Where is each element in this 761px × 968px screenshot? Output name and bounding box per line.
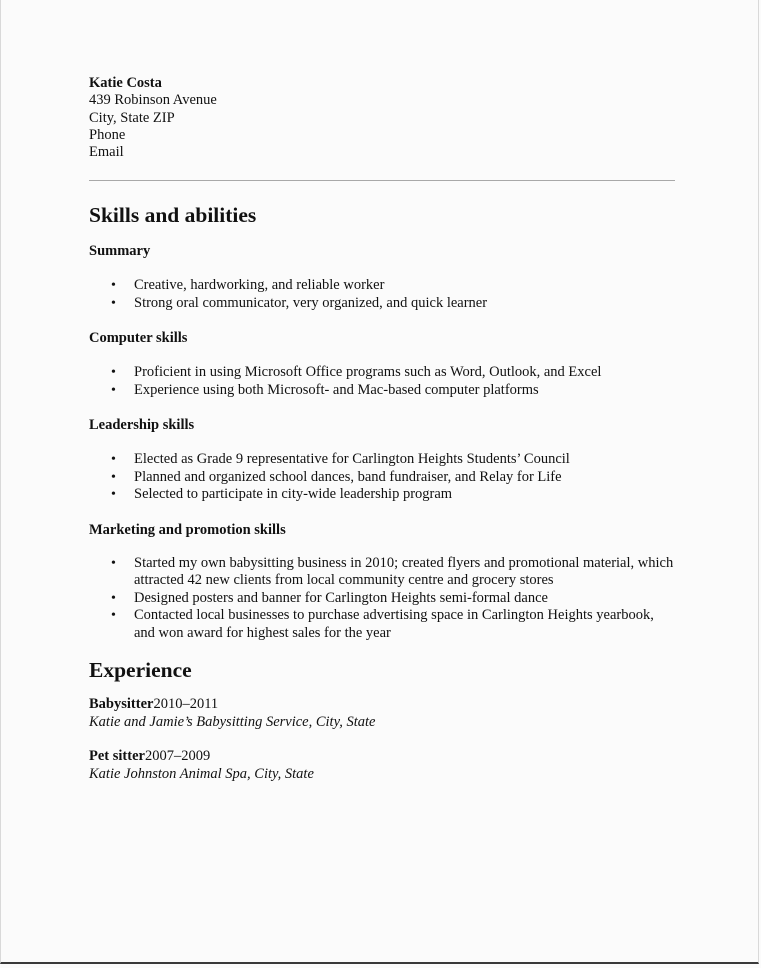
job-title-line	[89, 696, 675, 714]
skill-list	[89, 364, 675, 399]
skill-group-title: Marketing and promotion skills	[89, 521, 286, 538]
list-item: • Planned and organized school dances, band fundraiser, and Relay for Life	[89, 469, 675, 487]
contact-address: 439 Robinson Avenue	[89, 92, 217, 109]
list-item: • Started my own babysitting business in 2010; created flyers and promotional material, which attracted 42 new clients from local community centre and grocery stores	[89, 555, 675, 590]
skill-group-title: Leadership skills	[89, 417, 195, 434]
contact-block	[89, 75, 675, 161]
list-item: • Selected to participate in city-wide leadership program	[89, 486, 675, 504]
skill-group-summary	[89, 242, 675, 312]
divider-rule	[89, 180, 675, 181]
job-role: Babysitter	[89, 696, 154, 713]
list-item: • Contacted local businesses to purchase advertising space in Carlington Heights yearbook, and won award for highest sales for the year	[89, 607, 675, 642]
contact-city: City, State ZIP	[89, 109, 175, 126]
skill-list	[89, 451, 675, 504]
job-dates: 2007–2009	[144, 748, 211, 765]
job-dates: 2010–2011	[153, 696, 219, 713]
skills-section	[89, 202, 675, 642]
job-entry	[89, 748, 675, 783]
list-item: • Creative, hardworking, and reliable worker	[89, 277, 675, 295]
skill-group-title: Computer skills	[89, 330, 188, 347]
list-item: • Elected as Grade 9 representative for Carlington Heights Students’ Council	[89, 451, 675, 469]
job-entry	[89, 696, 675, 731]
skill-group-leadership	[89, 416, 675, 504]
skill-group-title: Summary	[89, 243, 151, 260]
skill-list	[89, 277, 675, 312]
list-item: • Proficient in using Microsoft Office programs such as Word, Outlook, and Excel	[89, 364, 675, 382]
job-title-line	[89, 748, 675, 766]
skill-group-computer	[89, 329, 675, 399]
job-role: Pet sitter	[89, 748, 145, 765]
list-item: • Designed posters and banner for Carlington Heights semi-formal dance	[89, 590, 675, 608]
job-organization: Katie and Jamie’s Babysitting Service, City, State	[89, 713, 376, 730]
contact-name: Katie Costa	[89, 75, 162, 91]
skill-group-marketing	[89, 521, 675, 643]
skill-list	[89, 555, 675, 643]
resume-content	[89, 75, 675, 783]
experience-heading: Experience	[89, 658, 192, 683]
job-organization: Katie Johnston Animal Spa, City, State	[89, 765, 314, 782]
experience-section	[89, 657, 675, 783]
contact-email: Email	[89, 144, 124, 161]
skills-heading: Skills and abilities	[89, 203, 257, 228]
list-item: • Experience using both Microsoft- and Mac-based computer platforms	[89, 382, 675, 400]
contact-phone: Phone	[89, 126, 126, 143]
list-item: • Strong oral communicator, very organized, and quick learner	[89, 295, 675, 313]
